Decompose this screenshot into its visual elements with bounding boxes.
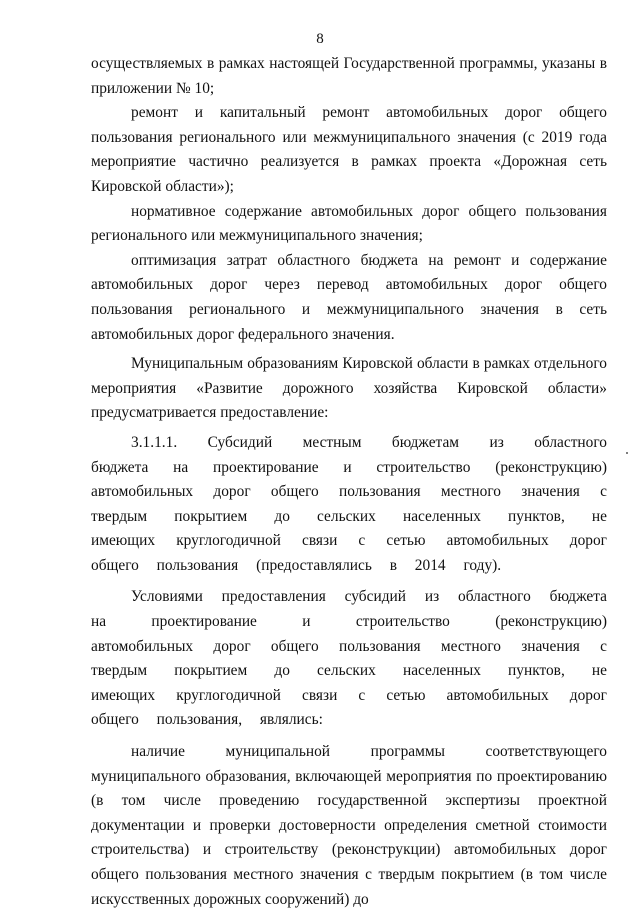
paragraph-cost-optimization: оптимизация затрат областного бюджета на ремонт и содержание автомобильных дорог через перевод автомобильных дорог общего пользования регионального и межмуниципального значения в сеть автомобильных дорог федерального значения. (91, 251, 607, 343)
paragraph-subsidies: 3.1.1.1. Субсидий местным бюджетам из областного бюджета на проектирование и строительство (реконструкцию) автомобильных дорог общего пользования местного значения с твердым покрытием до сельских населенных пунктов, не имеющих круглогодичной связи с сетью автомобильных дорог общего пользования (предоставлялись в 2014 году). (91, 433, 607, 574)
paragraph-continuation: осуществляемых в рамках настоящей Государственной программы, указаны в приложении № 10; (91, 55, 607, 97)
paragraph-road-repair: ремонт и капитальный ремонт автомобильных дорог общего пользования регионального или межмуниципального значения (с 2019 года мероприятие частично реализуется в рамках проекта «Дорожная сеть Кировской области»); (91, 104, 607, 195)
scan-speck (626, 452, 628, 454)
paragraph-conditions: Условиями предоставления субсидий из областного бюджета на проектирование и строительство (реконструкцию) автомобильных дорог общего пользования местного значения с твердым покрытием до сельских населенных пунктов, не имеющих круглогодичной связи с сетью автомобильных дорог общего пользования, являлись: (91, 588, 607, 729)
page-number: 8 (316, 31, 324, 47)
body-text (91, 52, 607, 912)
paragraph-program-requirement: наличие муниципальной программы соответствующего муниципального образования, включающей мероприятия по проектированию (в том числе проведению государственной экспертизы проектной документации и проверки достоверности определения сметной стоимости строительства) и строительству (реконструкции) автомобильных дорог общего пользования местного значения с твердым покрытием (в том числе искусственных дорожных сооружений) до (91, 743, 607, 908)
paragraph-municipalities: Муниципальным образованиям Кировской области в рамках отдельного мероприятия «Развитие дорожного хозяйства Кировской области» предусматривается предоставление: (91, 355, 607, 422)
paragraph-road-maintenance: нормативное содержание автомобильных дорог общего пользования регионального или межмуниципального значения; (91, 202, 607, 245)
